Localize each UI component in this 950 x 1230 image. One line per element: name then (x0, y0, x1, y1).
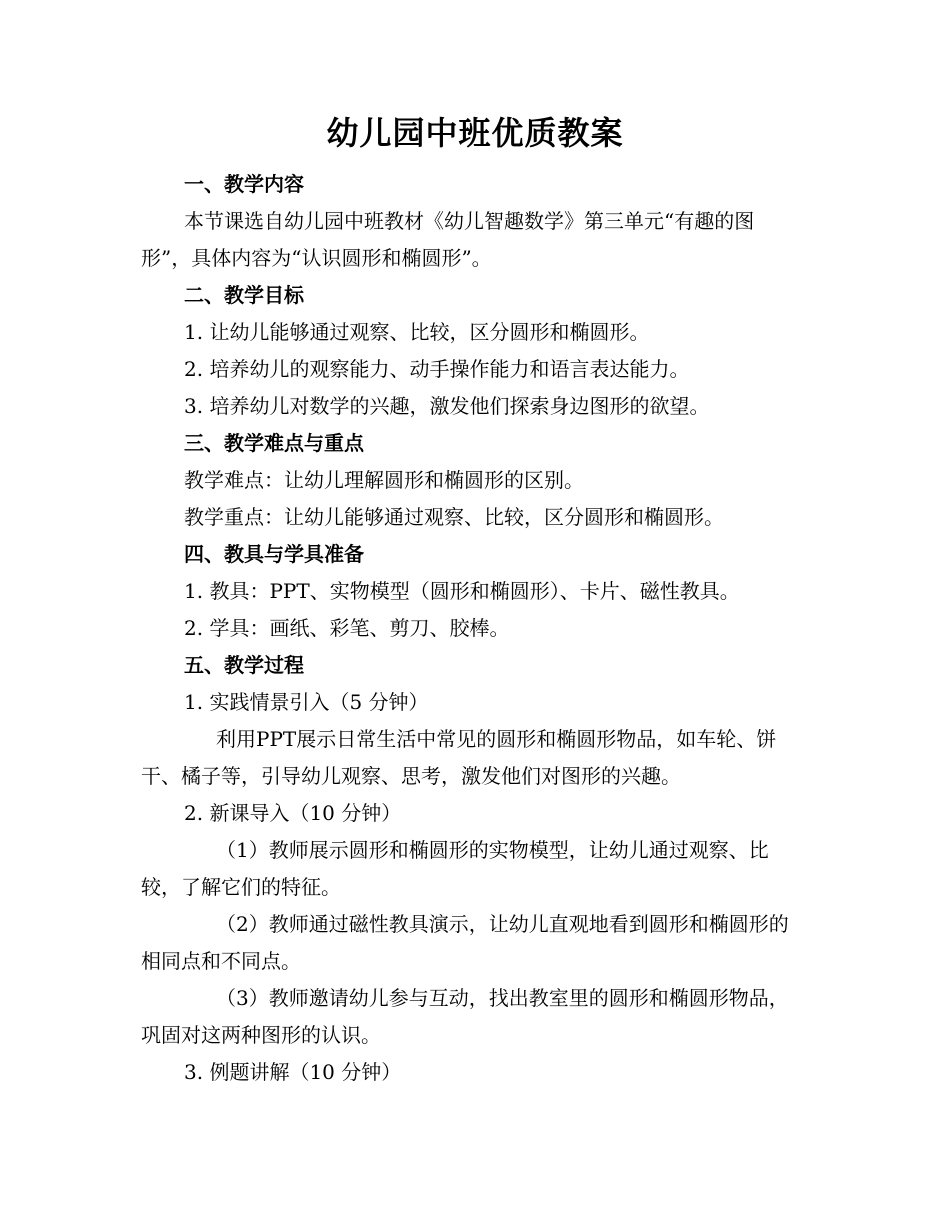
goal-item-3: 3. 培养幼儿对数学的兴趣，激发他们探索身边图形的欲望。 (184, 394, 710, 418)
section-heading-content: 一、教学内容 (184, 172, 304, 196)
process-item-2-sub-1: （1）教师展示圆形和椭圆形的实物模型，让幼儿通过观察、比较，了解它们的特征。 (141, 838, 769, 899)
process-item-1-paragraph: 利用PPT展示日常生活中常见的圆形和椭圆形物品，如车轮、饼干、橘子等，引导幼儿观察、思考，激发他们对图形的兴趣。 (141, 727, 777, 788)
process-item-2: 2. 新课导入（10 分钟） (184, 801, 402, 825)
document-body (141, 166, 801, 1091)
process-item-2-sub-3: （3）教师邀请幼儿参与互动，找出教室里的圆形和椭圆形物品，巩固对这两种图形的认识。 (141, 986, 789, 1047)
paragraph-content: 本节课选自幼儿园中班教材《幼儿智趣数学》第三单元“有趣的图形”，具体内容为“认识圆形和椭圆形”。 (141, 209, 755, 270)
section-heading-key-points: 三、教学难点与重点 (184, 431, 364, 455)
goal-item-1: 1. 让幼儿能够通过观察、比较，区分圆形和椭圆形。 (184, 320, 650, 344)
section-heading-process: 五、教学过程 (184, 653, 304, 677)
section-heading-materials: 四、教具与学具准备 (184, 542, 364, 566)
process-item-1: 1. 实践情景引入（5 分钟） (184, 690, 429, 714)
process-item-3: 3. 例题讲解（10 分钟） (184, 1060, 402, 1084)
paragraph-focus: 教学重点：让幼儿能够通过观察、比较，区分圆形和椭圆形。 (184, 505, 724, 529)
goal-item-2: 2. 培养幼儿的观察能力、动手操作能力和语言表达能力。 (184, 357, 690, 381)
document-title: 幼儿园中班优质教案 (326, 114, 624, 152)
section-heading-goals: 二、教学目标 (184, 283, 304, 307)
materials-item-2: 2. 学具：画纸、彩笔、剪刀、胶棒。 (184, 616, 510, 640)
materials-item-1: 1. 教具：PPT、实物模型（圆形和椭圆形）、卡片、磁性教具。 (184, 579, 740, 603)
process-item-2-sub-2: （2）教师通过磁性教具演示，让幼儿直观地看到圆形和椭圆形的相同点和不同点。 (141, 912, 789, 973)
paragraph-difficulty: 教学难点：让幼儿理解圆形和椭圆形的区别。 (184, 468, 584, 492)
